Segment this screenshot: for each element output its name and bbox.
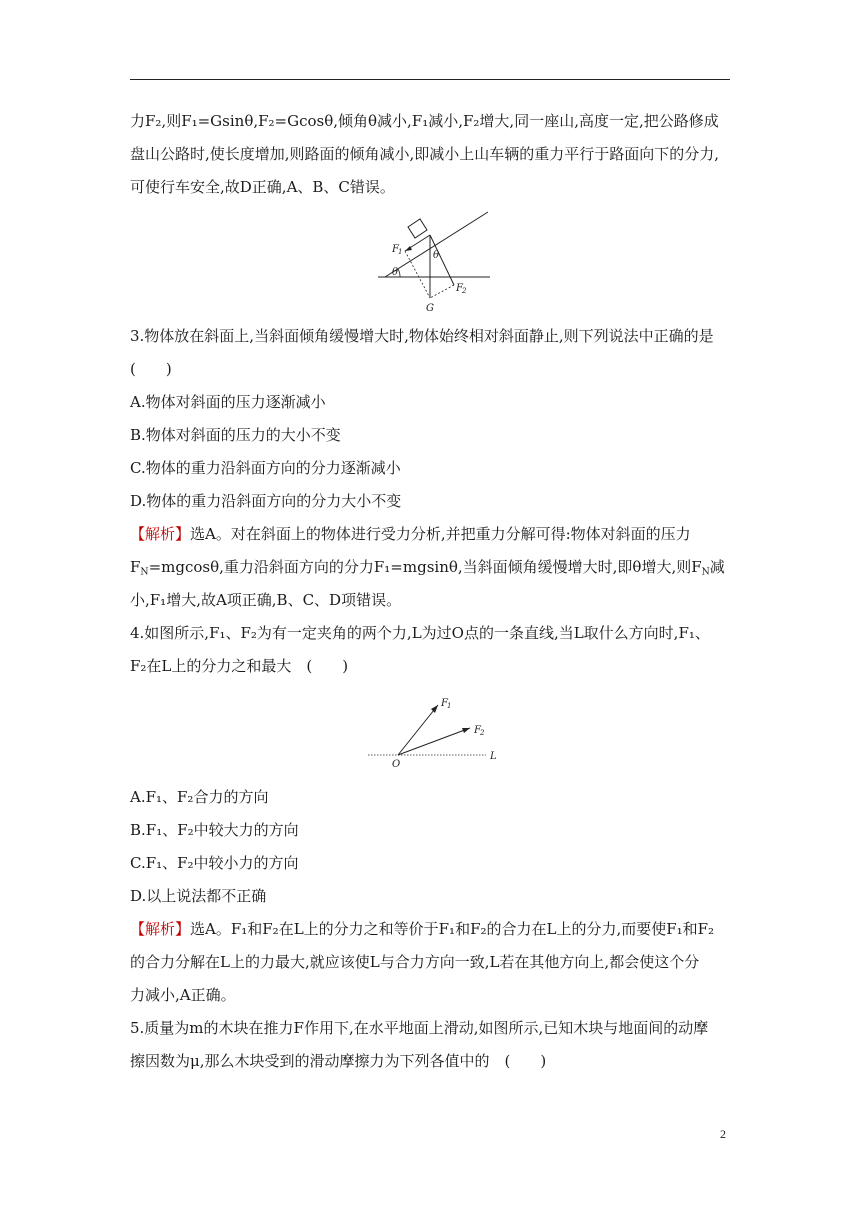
text-line: 力F₂,则F₁=Gsinθ,F₂=Gcosθ,倾角θ减小,F₁减小,F₂增大,同一座山,高度一定,把公路修成: [130, 112, 719, 130]
text-line: 可使行车安全,故D正确,A、B、C错误。: [130, 178, 395, 196]
page-number: 2: [720, 1127, 726, 1141]
theta-label-2: θ: [433, 250, 440, 261]
analysis-tag: 【解析】: [130, 525, 191, 543]
analysis-line: [130, 518, 730, 551]
analysis-tag: 【解析】: [130, 920, 191, 938]
question-stem: F₂在L上的分力之和最大 ( ): [130, 657, 349, 675]
option-b: B.F₁、F₂中较大力的方向: [130, 821, 299, 839]
f2-arrowhead: [462, 728, 470, 733]
incline-line: [385, 212, 488, 277]
analysis-text: 选A。F₁和F₂在L上的分力之和等价于F₁和F₂的合力在L上的分力,而要使F₁和F₂: [190, 920, 715, 938]
f1-label: F: [441, 698, 448, 709]
text-line: 盘山公路时,使长度增加,则路面的倾角减小,即减小上山车辆的重力平行于路面向下的分力,: [130, 145, 720, 163]
g-label: G: [426, 303, 434, 314]
question-stem: 擦因数为μ,那么木块受到的滑动摩擦力为下列各值中的 ( ): [130, 1052, 547, 1070]
block: [408, 219, 427, 238]
question-4-options: [130, 781, 730, 1012]
option-d: D.以上说法都不正确: [130, 887, 267, 905]
option-c: C.物体的重力沿斜面方向的分力逐渐减小: [130, 459, 401, 477]
option-a: A.物体对斜面的压力逐渐减小: [130, 393, 326, 411]
f1-label: F: [392, 244, 399, 255]
option-b: B.物体对斜面的压力的大小不变: [130, 426, 341, 444]
dashed-line: [405, 251, 430, 298]
question-4: [130, 617, 730, 683]
o-label: O: [392, 759, 401, 770]
incline-force-diagram: [370, 205, 495, 315]
analysis-line: $F_N=mgcos\theta$,重力沿斜面方向的分力F₁=mgsinθ,当斜面倾角缓慢增大时,即θ增大,则$F_N$减: [130, 558, 725, 578]
header-rule: [130, 79, 730, 80]
option-c: C.F₁、F₂中较小力的方向: [130, 854, 299, 872]
analysis-text: 选A。对在斜面上的物体进行受力分析,并把重力分解可得:物体对斜面的压力: [190, 525, 691, 543]
analysis-line: 小,F₁增大,故A项正确,B、C、D项错误。: [130, 591, 402, 609]
dashed-line: [430, 285, 454, 298]
question-3: [130, 320, 730, 617]
question-stem: 4.如图所示,F₁、F₂为有一定夹角的两个力,L为过O点的一条直线,当L取什么方向时,F₁、: [130, 624, 710, 642]
f2-label: F: [456, 283, 463, 294]
two-forces-diagram: [368, 692, 503, 770]
question-5: [130, 1012, 730, 1078]
option-d: D.物体的重力沿斜面方向的分力大小不变: [130, 492, 402, 510]
continuation-paragraph: [130, 105, 730, 204]
analysis-line: 的合力分解在L上的力最大,就应该使L与合力方向一致,L若在其他方向上,都会使这个分: [130, 953, 700, 971]
analysis-line: [130, 913, 730, 946]
f2-label-sub: 2: [462, 287, 467, 295]
f2-label-sub: 2: [480, 729, 485, 737]
f2-label: F: [474, 725, 481, 736]
l-label: L: [490, 751, 497, 762]
f1-label-sub: 1: [398, 248, 403, 256]
question-stem: ( ): [130, 360, 172, 378]
f1-label-sub: 1: [447, 702, 452, 710]
analysis-line: 力减小,A正确。: [130, 986, 236, 1004]
question-stem: 3.物体放在斜面上,当斜面倾角缓慢增大时,物体始终相对斜面静止,则下列说法中正确的是: [130, 327, 714, 345]
theta-arc: [398, 269, 400, 277]
question-stem: 5.质量为m的木块在推力F作用下,在水平地面上滑动,如图所示,已知木块与地面间的动摩: [130, 1019, 709, 1037]
option-a: A.F₁、F₂合力的方向: [130, 788, 269, 806]
theta-label-1: θ: [392, 267, 399, 278]
